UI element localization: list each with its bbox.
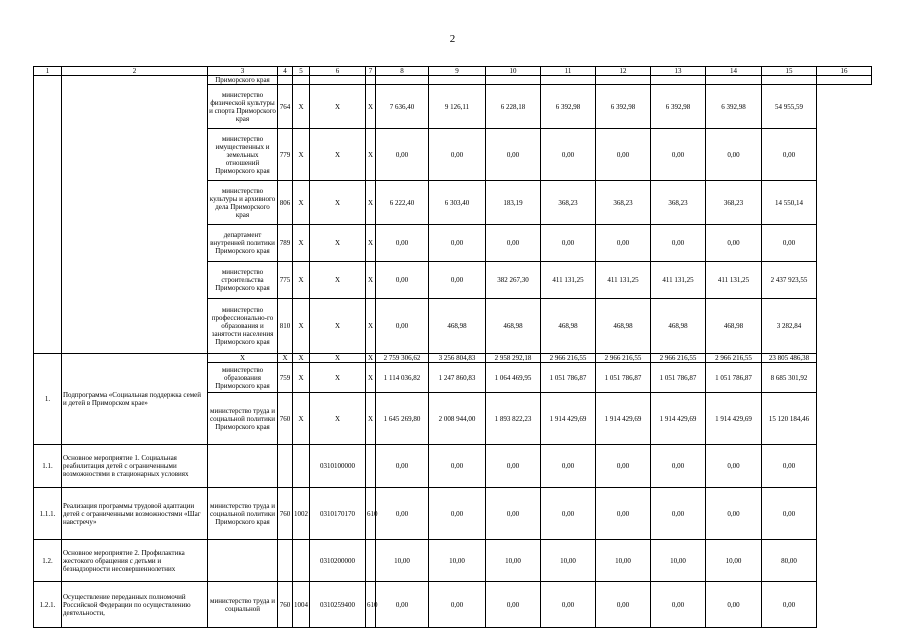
grbs-cell: [278, 540, 293, 582]
value-cell-10: 1 893 822,23: [486, 393, 541, 445]
section-cell: Х: [293, 262, 310, 299]
measure-name-cell: Основное мероприятие 1. Социальная реабилитация детей с ограниченными возможностями в стационарных условиях: [62, 445, 208, 488]
column-header-11: 11: [541, 67, 596, 76]
value-cell-15: 2 437 923,55: [762, 262, 817, 299]
value-cell-11: 6 392,98: [541, 85, 596, 129]
value-cell-10: 0,00: [486, 129, 541, 181]
grbs-cell: Х: [278, 354, 293, 363]
measure-row: [34, 582, 872, 628]
target-article-cell: Х: [310, 262, 366, 299]
value-cell-10: 0,00: [486, 582, 541, 628]
value-cell-13: 1 914 429,69: [651, 393, 706, 445]
expense-type-cell: Х: [366, 299, 376, 354]
value-cell-14: 0,00: [706, 445, 762, 488]
value-cell-8: 0,00: [376, 445, 429, 488]
continuation-row: [34, 76, 872, 85]
header-row: [34, 67, 872, 76]
column-header-7: 7: [366, 67, 376, 76]
section-cell: 1002: [293, 488, 310, 540]
value-cell-14: 1 914 429,69: [706, 393, 762, 445]
value-cell-9: 468,98: [429, 299, 486, 354]
value-cell-8: 0,00: [376, 299, 429, 354]
section-cell: [293, 445, 310, 488]
empty-cell: [278, 76, 293, 85]
value-cell-9: 0,00: [429, 582, 486, 628]
expense-type-cell: Х: [366, 85, 376, 129]
value-cell-8: 0,00: [376, 129, 429, 181]
target-article-cell: Х: [310, 225, 366, 262]
empty-cell: [596, 76, 651, 85]
grbs-cell: 806: [278, 181, 293, 225]
measure-name-cell: Реализация программы трудовой адаптации детей с ограниченными возможностями «Шаг навстречу»: [62, 488, 208, 540]
organization-cell: министерство труда и социальной политики Приморского края: [208, 393, 278, 445]
value-cell-10: 183,19: [486, 181, 541, 225]
number-cell: 1.2.: [34, 540, 62, 582]
section-cell: Х: [293, 393, 310, 445]
value-cell-10: 10,00: [486, 540, 541, 582]
column-header-2: 2: [62, 67, 208, 76]
value-cell-13: 0,00: [651, 488, 706, 540]
value-cell-11: 0,00: [541, 488, 596, 540]
value-cell-12: 10,00: [596, 540, 651, 582]
value-cell-11: 0,00: [541, 445, 596, 488]
empty-cell: [310, 76, 366, 85]
value-cell-15: 15 120 184,46: [762, 393, 817, 445]
value-cell-15: 3 282,84: [762, 299, 817, 354]
subprogram-name-cell: Подпрограмма «Социальная поддержка семей и детей в Приморском крае»: [62, 354, 208, 445]
section-cell: Х: [293, 299, 310, 354]
column-header-3: 3: [208, 67, 278, 76]
value-cell-8: 0,00: [376, 262, 429, 299]
value-cell-13: 2 966 216,55: [651, 354, 706, 363]
value-cell-13: 0,00: [651, 129, 706, 181]
value-cell-8: 1 645 269,80: [376, 393, 429, 445]
column-header-6: 6: [310, 67, 366, 76]
number-cell: 1.: [34, 354, 62, 445]
value-cell-15: 0,00: [762, 445, 817, 488]
column-header-9: 9: [429, 67, 486, 76]
value-cell-10: 1 064 469,95: [486, 363, 541, 393]
section-cell: Х: [293, 181, 310, 225]
empty-cell: [541, 76, 596, 85]
target-article-cell: 0310170170: [310, 488, 366, 540]
section-cell: Х: [293, 354, 310, 363]
grbs-cell: 779: [278, 129, 293, 181]
column-header-12: 12: [596, 67, 651, 76]
value-cell-12: 411 131,25: [596, 262, 651, 299]
grbs-cell: 764: [278, 85, 293, 129]
value-cell-12: 468,98: [596, 299, 651, 354]
value-cell-11: 2 966 216,55: [541, 354, 596, 363]
value-cell-11: 468,98: [541, 299, 596, 354]
value-cell-9: 0,00: [429, 488, 486, 540]
value-cell-8: 0,00: [376, 488, 429, 540]
value-cell-11: 1 914 429,69: [541, 393, 596, 445]
section-cell: Х: [293, 129, 310, 181]
value-cell-15: 14 550,14: [762, 181, 817, 225]
value-cell-9: 2 008 944,00: [429, 393, 486, 445]
value-cell-9: 9 126,11: [429, 85, 486, 129]
value-cell-15: 54 955,59: [762, 85, 817, 129]
empty-cell: [293, 76, 310, 85]
name-cell: [62, 76, 208, 354]
empty-cell: [817, 76, 872, 85]
value-cell-10: 382 267,30: [486, 262, 541, 299]
value-cell-9: 0,00: [429, 262, 486, 299]
value-cell-14: 6 392,98: [706, 85, 762, 129]
value-cell-14: 368,23: [706, 181, 762, 225]
value-cell-14: 10,00: [706, 540, 762, 582]
value-cell-11: 0,00: [541, 582, 596, 628]
value-cell-8: 0,00: [376, 582, 429, 628]
value-cell-14: 0,00: [706, 582, 762, 628]
number-cell: 1.2.1.: [34, 582, 62, 628]
value-cell-9: 1 247 860,83: [429, 363, 486, 393]
value-cell-8: 6 222,40: [376, 181, 429, 225]
measure-row: [34, 445, 872, 488]
value-cell-10: 468,98: [486, 299, 541, 354]
value-cell-13: 468,98: [651, 299, 706, 354]
value-cell-14: 0,00: [706, 225, 762, 262]
organization-cell: министерство труда и социальной политики Приморского края: [208, 488, 278, 540]
expense-type-cell: Х: [366, 181, 376, 225]
measure-row: [34, 540, 872, 582]
measure-row: [34, 488, 872, 540]
value-cell-12: 6 392,98: [596, 85, 651, 129]
organization-cell: министерство образования Приморского края: [208, 363, 278, 393]
value-cell-12: 368,23: [596, 181, 651, 225]
value-cell-9: 10,00: [429, 540, 486, 582]
value-cell-15: 0,00: [762, 582, 817, 628]
target-article-cell: 0310259400: [310, 582, 366, 628]
value-cell-14: 1 051 786,87: [706, 363, 762, 393]
value-cell-11: 368,23: [541, 181, 596, 225]
value-cell-9: 3 256 804,83: [429, 354, 486, 363]
organization-cell: министерство профессионально-го образования и занятости населения Приморского края: [208, 299, 278, 354]
value-cell-14: 0,00: [706, 488, 762, 540]
empty-cell: [366, 76, 376, 85]
number-cell: 1.1.1.: [34, 488, 62, 540]
target-article-cell: Х: [310, 129, 366, 181]
value-cell-15: 0,00: [762, 488, 817, 540]
expense-type-cell: [366, 445, 376, 488]
column-header-5: 5: [293, 67, 310, 76]
value-cell-13: 6 392,98: [651, 85, 706, 129]
expense-type-cell: [366, 540, 376, 582]
expense-type-cell: Х: [366, 393, 376, 445]
measure-name-cell: Основное мероприятие 2. Профилактика жестокого обращения с детьми и безнадзорности несовершеннолетних: [62, 540, 208, 582]
value-cell-8: 7 636,40: [376, 85, 429, 129]
value-cell-12: 1 051 786,87: [596, 363, 651, 393]
value-cell-9: 6 303,40: [429, 181, 486, 225]
organization-cell: Х: [208, 354, 278, 363]
section-cell: Х: [293, 225, 310, 262]
value-cell-9: 0,00: [429, 445, 486, 488]
grbs-cell: 760: [278, 488, 293, 540]
column-header-16: 16: [817, 67, 872, 76]
target-article-cell: 0310200000: [310, 540, 366, 582]
section-cell: [293, 540, 310, 582]
column-header-15: 15: [762, 67, 817, 76]
value-cell-13: 368,23: [651, 181, 706, 225]
organization-cell: министерство труда и социальной: [208, 582, 278, 628]
organization-cell: департамент внутренней политики Приморского края: [208, 225, 278, 262]
target-article-cell: Х: [310, 299, 366, 354]
expense-type-cell: Х: [366, 363, 376, 393]
column-header-14: 14: [706, 67, 762, 76]
number-cell: 1.1.: [34, 445, 62, 488]
value-cell-12: 0,00: [596, 488, 651, 540]
value-cell-12: 0,00: [596, 445, 651, 488]
organization-cell: [208, 540, 278, 582]
value-cell-15: 8 685 301,92: [762, 363, 817, 393]
value-cell-12: 0,00: [596, 225, 651, 262]
value-cell-10: 2 958 292,18: [486, 354, 541, 363]
value-cell-8: 10,00: [376, 540, 429, 582]
column-header-1: 1: [34, 67, 62, 76]
value-cell-13: 0,00: [651, 445, 706, 488]
empty-cell: [706, 76, 762, 85]
empty-cell: [486, 76, 541, 85]
page-number: 2: [449, 33, 456, 45]
target-article-cell: Х: [310, 393, 366, 445]
expense-type-cell: 610: [366, 582, 376, 628]
grbs-cell: 789: [278, 225, 293, 262]
measure-name-cell: Осуществление переданных полномочий Российской Федерации по осуществлению деятельности,: [62, 582, 208, 628]
value-cell-13: 411 131,25: [651, 262, 706, 299]
value-cell-10: 0,00: [486, 488, 541, 540]
value-cell-10: 6 228,18: [486, 85, 541, 129]
empty-cell: [429, 76, 486, 85]
value-cell-8: 2 759 306,62: [376, 354, 429, 363]
empty-cell: [376, 76, 429, 85]
organization-cell: Приморского края: [208, 76, 278, 85]
subprogram-total-row: [34, 354, 872, 363]
value-cell-10: 0,00: [486, 445, 541, 488]
value-cell-12: 1 914 429,69: [596, 393, 651, 445]
value-cell-15: 23 805 486,38: [762, 354, 817, 363]
value-cell-11: 411 131,25: [541, 262, 596, 299]
target-article-cell: Х: [310, 85, 366, 129]
section-cell: 1004: [293, 582, 310, 628]
value-cell-14: 2 966 216,55: [706, 354, 762, 363]
empty-cell: [762, 76, 817, 85]
value-cell-8: 0,00: [376, 225, 429, 262]
value-cell-12: 0,00: [596, 129, 651, 181]
expense-type-cell: Х: [366, 225, 376, 262]
number-cell: [34, 76, 62, 354]
column-header-4: 4: [278, 67, 293, 76]
value-cell-14: 0,00: [706, 129, 762, 181]
value-cell-13: 1 051 786,87: [651, 363, 706, 393]
expense-type-cell: Х: [366, 129, 376, 181]
value-cell-14: 411 131,25: [706, 262, 762, 299]
value-cell-11: 0,00: [541, 225, 596, 262]
value-cell-10: 0,00: [486, 225, 541, 262]
section-cell: Х: [293, 363, 310, 393]
target-article-cell: Х: [310, 181, 366, 225]
organization-cell: [208, 445, 278, 488]
grbs-cell: [278, 445, 293, 488]
column-header-10: 10: [486, 67, 541, 76]
budget-table: [33, 66, 872, 628]
target-article-cell: Х: [310, 363, 366, 393]
grbs-cell: 760: [278, 393, 293, 445]
expense-type-cell: 610: [366, 488, 376, 540]
value-cell-11: 0,00: [541, 129, 596, 181]
empty-cell: [651, 76, 706, 85]
grbs-cell: 759: [278, 363, 293, 393]
value-cell-13: 10,00: [651, 540, 706, 582]
organization-cell: министерство культуры и архивного дела Приморского края: [208, 181, 278, 225]
column-header-13: 13: [651, 67, 706, 76]
value-cell-12: 2 966 216,55: [596, 354, 651, 363]
value-cell-8: 1 114 036,82: [376, 363, 429, 393]
organization-cell: министерство имущественных и земельных отношений Приморского края: [208, 129, 278, 181]
value-cell-12: 0,00: [596, 582, 651, 628]
value-cell-11: 10,00: [541, 540, 596, 582]
section-cell: Х: [293, 85, 310, 129]
value-cell-15: 0,00: [762, 129, 817, 181]
value-cell-9: 0,00: [429, 225, 486, 262]
value-cell-9: 0,00: [429, 129, 486, 181]
organization-cell: министерство физической культуры и спорта Приморского края: [208, 85, 278, 129]
value-cell-15: 0,00: [762, 225, 817, 262]
grbs-cell: 760: [278, 582, 293, 628]
grbs-cell: 775: [278, 262, 293, 299]
organization-cell: министерство строительства Приморского края: [208, 262, 278, 299]
grbs-cell: 810: [278, 299, 293, 354]
value-cell-14: 468,98: [706, 299, 762, 354]
column-header-8: 8: [376, 67, 429, 76]
value-cell-13: 0,00: [651, 225, 706, 262]
value-cell-15: 80,00: [762, 540, 817, 582]
value-cell-11: 1 051 786,87: [541, 363, 596, 393]
expense-type-cell: Х: [366, 262, 376, 299]
expense-type-cell: Х: [366, 354, 376, 363]
target-article-cell: 0310100000: [310, 445, 366, 488]
value-cell-13: 0,00: [651, 582, 706, 628]
target-article-cell: Х: [310, 354, 366, 363]
